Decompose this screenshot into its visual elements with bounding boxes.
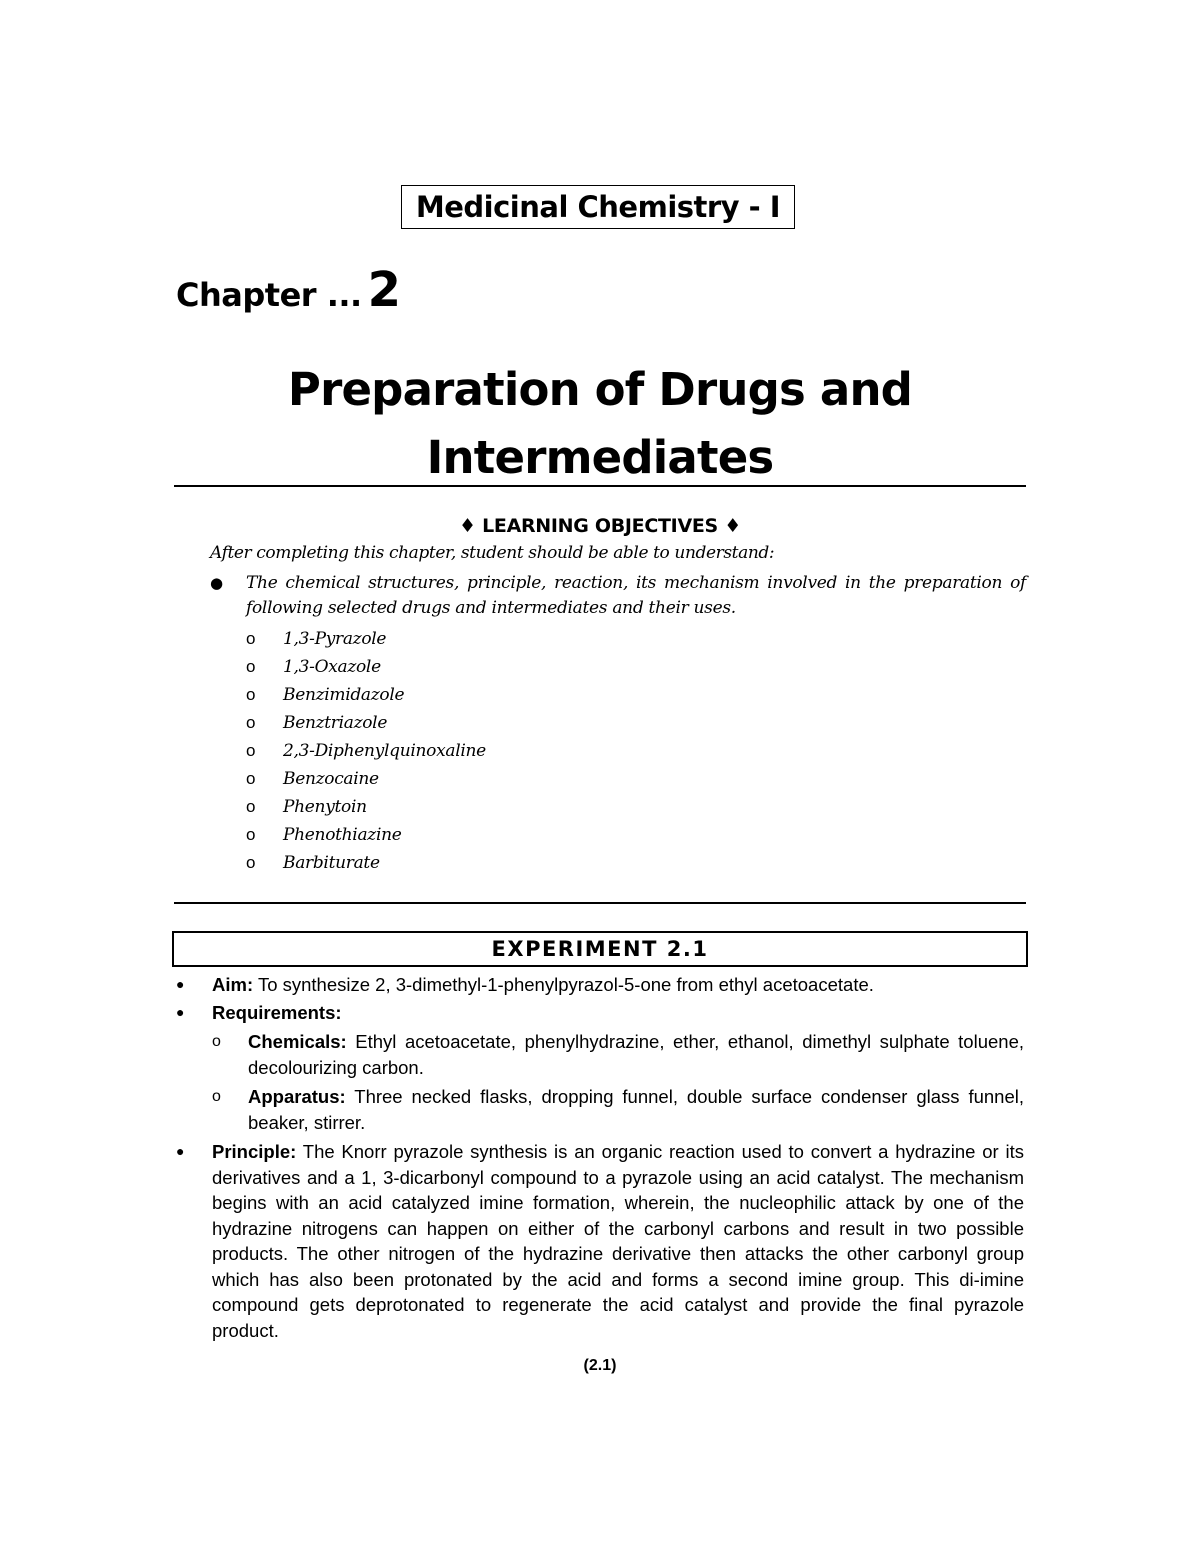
chapter-heading bbox=[176, 262, 401, 318]
list-item: o 1,3-Pyrazole bbox=[246, 625, 486, 653]
learning-objective-text: The chemical structures, principle, reaction, its mechanism involved in the preparation of following selected drugs and intermediates and their uses. bbox=[246, 573, 1026, 618]
requirements-item bbox=[176, 1000, 1024, 1026]
apparatus-text: Three necked flasks, dropping funnel, double surface condenser glass funnel, beaker, stirrer. bbox=[248, 1086, 1024, 1133]
list-item: o 1,3-Oxazole bbox=[246, 653, 486, 681]
chapter-title-line-2: Intermediates bbox=[426, 431, 774, 484]
chapter-label: Chapter ... bbox=[176, 276, 362, 314]
list-item: o Barbiturate bbox=[246, 849, 486, 877]
circle-bullet-icon: o bbox=[246, 713, 256, 732]
list-item: o Benztriazole bbox=[246, 709, 486, 737]
apparatus-label: Apparatus: bbox=[248, 1086, 346, 1107]
learning-objectives-heading: ♦ LEARNING OBJECTIVES ♦ bbox=[459, 515, 741, 537]
list-item: o Phenytoin bbox=[246, 793, 486, 821]
requirements-label: Requirements: bbox=[212, 1002, 342, 1023]
list-item: o Benzocaine bbox=[246, 765, 486, 793]
circle-bullet-icon: o bbox=[246, 825, 256, 844]
circle-bullet-icon: o bbox=[246, 629, 256, 648]
experiment-title: EXPERIMENT 2.1 bbox=[172, 931, 1028, 967]
principle-text: The Knorr pyrazole synthesis is an organic reaction used to convert a hydrazine or its derivatives and a 1, 3-dicarbonyl compound to a pyrazole using an acid catalyst. The mechanism begins with an acid catalyzed imine formation, wherein, the nucleophilic attack by one of the hydrazine nitrogens can happen on either of the carbonyl carbons and result in two possible products. The other nitrogen of the hydrazine derivative then attacks the other carbonyl group which has also been protonated by the acid and forms a second imine group. This di-imine compound gets deprotonated to regenerate the acid catalyst and provide the final pyrazole product. bbox=[212, 1141, 1024, 1341]
aim-item bbox=[176, 972, 1024, 998]
principle-item bbox=[176, 1139, 1024, 1343]
apparatus-item bbox=[212, 1084, 1024, 1135]
top-divider bbox=[174, 485, 1026, 487]
chapter-number: 2 bbox=[367, 262, 402, 318]
bullet-icon: ● bbox=[176, 976, 185, 992]
aim-label: Aim: bbox=[212, 974, 254, 995]
bullet-icon: ● bbox=[176, 1143, 185, 1159]
list-item: o 2,3-Diphenylquinoxaline bbox=[246, 737, 486, 765]
chemicals-item bbox=[212, 1029, 1024, 1080]
circle-bullet-icon: o bbox=[246, 685, 256, 704]
book-title: Medicinal Chemistry - I bbox=[401, 185, 795, 229]
chapter-title bbox=[174, 356, 1026, 492]
circle-bullet-icon: o bbox=[246, 769, 256, 788]
learning-objective-bullet bbox=[210, 571, 1026, 621]
chemicals-label: Chemicals: bbox=[248, 1031, 347, 1052]
circle-bullet-icon: o bbox=[246, 797, 256, 816]
circle-bullet-icon: o bbox=[246, 853, 256, 872]
chemicals-text: Ethyl acetoacetate, phenylhydrazine, ether, ethanol, dimethyl sulphate toluene, decolourizing carbon. bbox=[248, 1031, 1024, 1078]
bullet-icon: ● bbox=[210, 574, 223, 592]
learning-objectives-intro: After completing this chapter, student should be able to understand: bbox=[210, 543, 775, 563]
page-number: (2.1) bbox=[583, 1357, 617, 1374]
circle-bullet-icon: o bbox=[212, 1088, 221, 1105]
list-item: o Phenothiazine bbox=[246, 821, 486, 849]
circle-bullet-icon: o bbox=[246, 657, 256, 676]
bullet-icon: ● bbox=[176, 1004, 185, 1020]
circle-bullet-icon: o bbox=[246, 741, 256, 760]
objective-topic-list bbox=[246, 625, 486, 877]
chapter-title-line-1: Preparation of Drugs and bbox=[287, 363, 913, 416]
list-item: o Benzimidazole bbox=[246, 681, 486, 709]
circle-bullet-icon: o bbox=[212, 1033, 221, 1050]
principle-label: Principle: bbox=[212, 1141, 297, 1162]
aim-text: To synthesize 2, 3-dimethyl-1-phenylpyrazol-5-one from ethyl acetoacetate. bbox=[257, 974, 874, 995]
bottom-divider bbox=[174, 902, 1026, 904]
